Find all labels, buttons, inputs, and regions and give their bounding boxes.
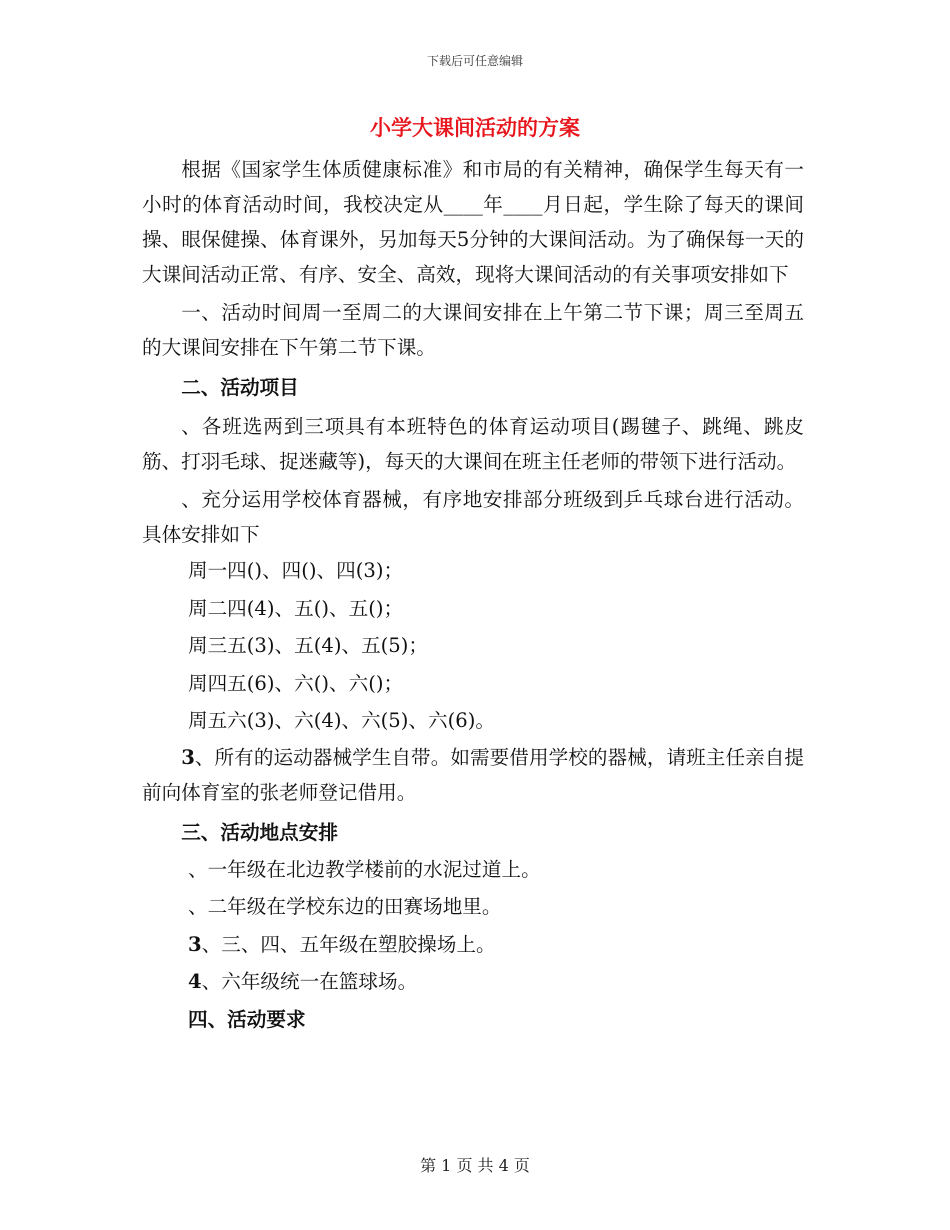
document-body bbox=[142, 152, 804, 1038]
section2-heading: 二、活动项目 bbox=[181, 376, 299, 399]
schedule-line: 周四五(6)、六()、六()； bbox=[188, 671, 404, 695]
item3-3-line bbox=[142, 926, 804, 964]
schedule-list bbox=[142, 552, 804, 740]
item3-1-line: 、一年级在北边教学楼前的水泥过道上。 bbox=[188, 857, 541, 881]
schedule-line: 周一四()、四()、四(3)； bbox=[188, 559, 404, 582]
schedule-line: 周三五(3)、五(4)、五(5)； bbox=[188, 634, 429, 657]
item2-3-number: 3 bbox=[181, 745, 195, 769]
document-title: 小学大课间活动的方案 bbox=[370, 115, 580, 140]
item3-3-number: 3 bbox=[188, 932, 202, 956]
item2-3-text: 、所有的运动器械学生自带。如需要借用学校的器械，请班主任亲自提前向体育室的张老师登记借用。 bbox=[142, 745, 804, 804]
section3-heading: 三、活动地点安排 bbox=[181, 820, 338, 844]
intro-paragraph: 根据《国家学生体质健康标准》和市局的有关精神，确保学生每天有一小时的体育活动时间，我校决定从____年____月日起，学生除了每天的课间操、眼保健操、体育课外，另加每天5分钟的大课间活动。为了确保每一天的大课间活动正常、有序、安全、高效，现将大课间活动的有关事项安排如下 bbox=[142, 158, 804, 286]
page-footer-page-info: 第 1 页 共 4 页 bbox=[420, 1156, 530, 1175]
item3-2-line: 、二年级在学校东边的田赛场地里。 bbox=[188, 895, 502, 918]
item3-4-line bbox=[142, 963, 804, 1001]
schedule-line: 周五六(3)、六(4)、六(5)、六(6)。 bbox=[188, 709, 495, 732]
section1-paragraph: 一、活动时间周一至周二的大课间安排在上午第二节下课；周三至周五的大课间安排在下午第二节下课。 bbox=[142, 301, 804, 359]
page-header-note: 下载后可任意编辑 bbox=[426, 54, 523, 68]
item2-2-paragraph: 、充分运用学校体育器械，有序地安排部分班级到乒乓球台进行活动。具体安排如下 bbox=[142, 488, 804, 546]
item3-4-text: 、六年级统一在篮球场。 bbox=[201, 970, 418, 993]
item2-1-paragraph: 、各班选两到三项具有本班特色的体育运动项目(踢毽子、跳绳、跳皮筋、打羽毛球、捉迷藏等)，每天的大课间在班主任老师的带领下进行活动。 bbox=[142, 415, 804, 473]
item2-3-paragraph bbox=[142, 740, 804, 810]
schedule-line: 周二四(4)、五()、五()； bbox=[188, 596, 404, 620]
item3-4-number: 4 bbox=[188, 970, 202, 993]
item3-3-text: 、三、四、五年级在塑胶操场上。 bbox=[201, 932, 496, 956]
section4-heading: 四、活动要求 bbox=[188, 1007, 306, 1031]
